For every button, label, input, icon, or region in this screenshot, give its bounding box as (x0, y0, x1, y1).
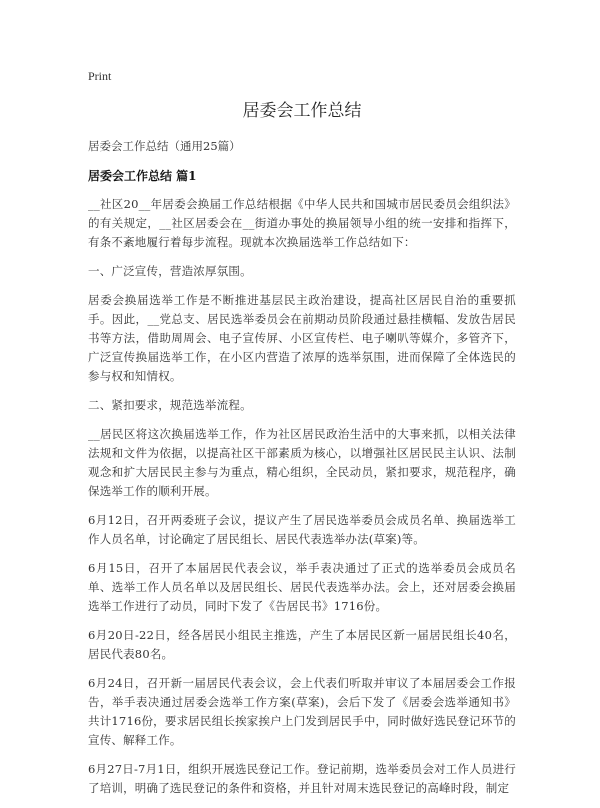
paragraph: __社区20__年居委会换届工作总结根据《中华人民共和国城市居民委员会组织法》的有关规定，__社区居委会在__街道办事处的换届领导小组的统一安排和指挥下，有条不紊地履行着每步流程。现就本次换届选举工作总结如下： (88, 197, 516, 249)
print-link[interactable]: Print (88, 69, 112, 83)
paragraph: 6月12日，召开两委班子会议，提议产生了居民选举委员会成员名单、换届选举工作人员名单，讨论确定了居民组长、居民代表选举办法(草案)等。 (88, 513, 516, 546)
document-page (88, 68, 516, 808)
section-heading: 居委会工作总结 篇1 (88, 169, 197, 183)
paragraph: 居委会换届选举工作是不断推进基层民主政治建设，提高社区居民自治的重要抓手。因此，__党总支、居民选举委员会在前期动员阶段通过悬挂横幅、发放告居民书等方法，借助周周会、电子宣传屏、小区宣传栏、电子喇叭等媒介，多管齐下，广泛宣传换届选举工作，在小区内营造了浓厚的选举氛围，进而保障了全体选民的参与权和知情权。 (88, 293, 516, 383)
paragraph: 6月20日-22日，经各居民小组民主推选，产生了本居民区新一届居民组长40名，居民代表80名。 (88, 628, 516, 661)
paragraph: 6月15日，召开了本届居民代表会议，举手表决通过了正式的选举委员会成员名单、选举工作人员名单以及居民组长、居民代表选举办法。会上，还对居委会换届选举工作进行了动员，同时下发了《告居民书》1716份。 (88, 561, 516, 613)
paragraph: 二、紧扣要求，规范选举流程。 (88, 398, 252, 412)
page-title: 居委会工作总结 (242, 101, 362, 121)
paragraph: __居民区将这次换届选举工作，作为社区居民政治生活中的大事来抓，以相关法律法规和文件为依据，以提高社区干部素质为核心，以增强社区居民民主认识、法制观念和扩大居民民主参与为重点，精心组织，全民动员，紧扣要求，规范程序，确保选举工作的顺利开展。 (88, 427, 516, 498)
paragraph: 6月24日，召开新一届居民代表会议，会上代表们听取并审议了本届居委会工作报告，举手表决通过居委会选举工作方案(草案)，会后下发了《居委会选举通知书》共计1716份，要求居民组长挨家挨户上门发到居民手中，同时做好选民登记环节的宣传、解释工作。 (88, 676, 516, 747)
document-subtitle: 居委会工作总结（通用25篇） (88, 139, 241, 153)
paragraph: 6月27日-7月1日，组织开展选民登记工作。登记前期，选举委员会对工作人员进行了培训，明确了选民登记的条件和资格，并且针对周末选民登记的高峰时段，制定 (88, 762, 516, 795)
paragraph: 一、广泛宣传，营造浓厚氛围。 (88, 264, 252, 278)
